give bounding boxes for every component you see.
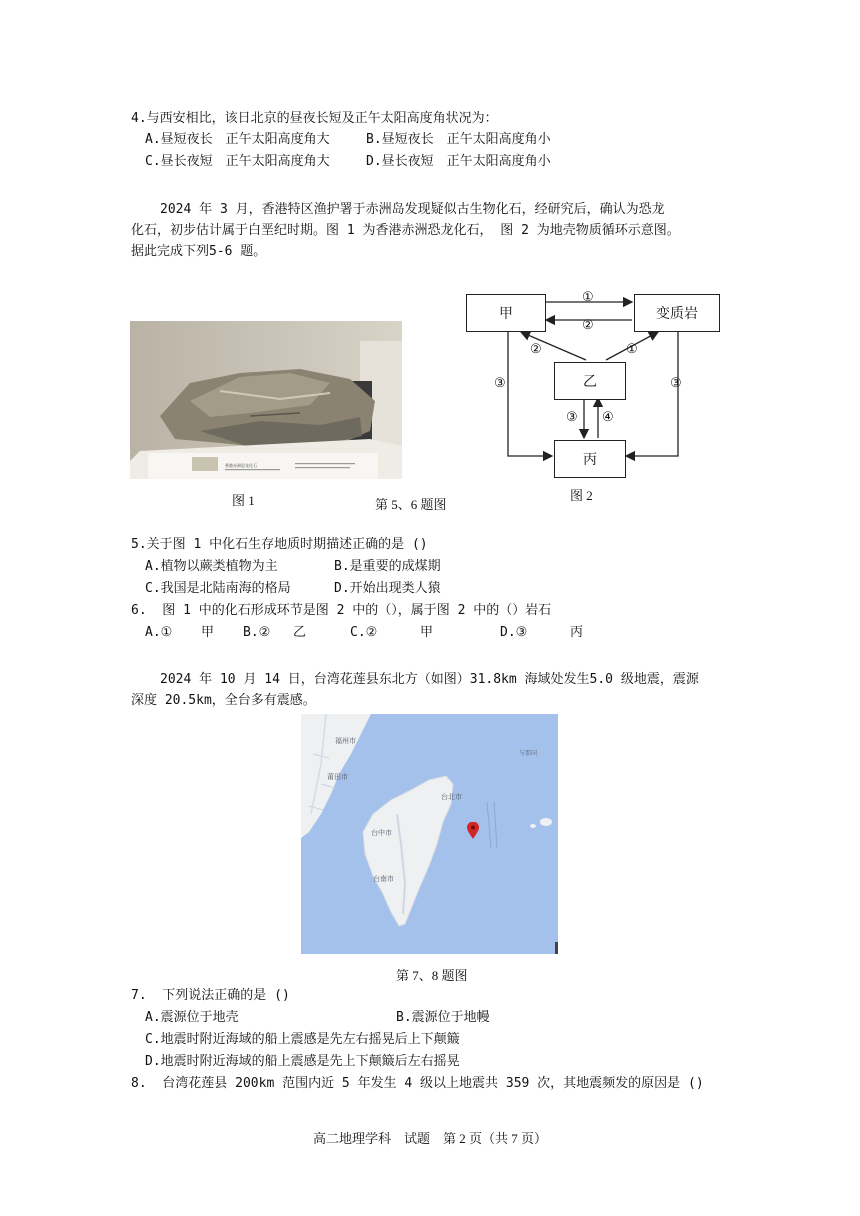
city-label-putian: 莆田市 [327, 773, 348, 781]
passage1-line3: 据此完成下列5-6 题。 [131, 244, 267, 259]
arrow-label-4: ④ [602, 410, 614, 425]
q5-option-c: C.我国是北陆南海的格局 [145, 581, 291, 596]
q4-option-d: D.昼长夜短 正午太阳高度角小 [366, 154, 551, 169]
arrow-label-1-top: ① [582, 290, 594, 305]
rock-cycle-diagram [466, 290, 720, 480]
q6-option-d-rock: 丙 [570, 625, 584, 640]
q7-option-d: D.地震时附近海域的船上震感是先上下颠簸后左右摇晃 [145, 1054, 460, 1069]
passage1-line2: 化石，初步估计属于白垩纪时期。图 1 为香港赤洲恐龙化石， 图 2 为地壳物质循环示意图。 [131, 223, 680, 238]
island-label-yonaguni: 与那国 [519, 750, 538, 757]
arrow-label-2-left: ② [530, 342, 542, 357]
q6-option-a: A.① [145, 625, 173, 640]
page-footer: 高二地理学科 试题 第 2 页（共 7 页） [312, 1131, 547, 1146]
rock-box-jia: 甲 [466, 294, 546, 332]
epicenter-marker-icon [466, 822, 480, 840]
q6-option-c-rock: 甲 [420, 625, 434, 640]
rock-box-bing: 丙 [554, 440, 626, 478]
q6-stem: 6. 图 1 中的化石形成环节是图 2 中的（），属于图 2 中的（）岩石 [131, 603, 552, 618]
arrow-label-2-top: ② [582, 318, 594, 333]
fossil-photo [130, 321, 402, 479]
figure-group-caption: 第 5、6 题图 [375, 497, 447, 512]
q4-option-a: A.昼短夜长 正午太阳高度角大 [145, 132, 330, 147]
map-caption: 第 7、8 题图 [396, 968, 468, 983]
passage1-line1: 2024 年 3 月，香港特区渔护署于赤洲岛发现疑似古生物化石，经研究后，确认为恐龙 [160, 202, 665, 217]
q6-option-b-rock: 乙 [293, 625, 307, 640]
q4-option-b: B.昼短夜长 正午太阳高度角小 [366, 132, 551, 147]
passage2-line1: 2024 年 10 月 14 日，台湾花莲县东北方（如图）31.8km 海域处发生5.0 级地震，震源 [160, 672, 699, 687]
q6-option-d: D.③ [500, 625, 528, 640]
figure2-caption: 图 2 [570, 488, 593, 503]
arrow-label-3-left: ③ [494, 376, 506, 391]
q6-option-a-rock: 甲 [201, 625, 215, 640]
q5-option-d: D.开始出现类人猿 [334, 581, 441, 596]
fossil-plaque-label: 香港赤洲恐龙化石 [225, 463, 257, 468]
q7-option-b: B.震源位于地幔 [396, 1010, 490, 1025]
q5-stem: 5.关于图 1 中化石生存地质时期描述正确的是 () [131, 537, 428, 552]
taiwan-map [301, 714, 558, 954]
q6-option-b: B.② [243, 625, 271, 640]
arrow-label-1-right: ① [626, 342, 638, 357]
passage2-line2: 深度 20.5km，全台多有震感。 [131, 693, 316, 708]
q8-stem: 8. 台湾花莲县 200km 范围内近 5 年发生 4 级以上地震共 359 次，其地震频发的原因是 () [131, 1076, 704, 1091]
q6-option-c: C.② [350, 625, 378, 640]
city-label-taipei: 台北市 [441, 793, 462, 801]
rock-box-yi: 乙 [554, 362, 626, 400]
q5-option-b: B.是重要的成煤期 [334, 559, 441, 574]
q7-option-a: A.震源位于地壳 [145, 1010, 239, 1025]
q7-option-c: C.地震时附近海域的船上震感是先左右摇晃后上下颠簸 [145, 1032, 460, 1047]
city-label-fuzhou: 福州市 [335, 737, 356, 745]
q5-option-a: A.植物以蕨类植物为主 [145, 559, 278, 574]
arrow-label-3-right: ③ [670, 376, 682, 391]
city-label-taichung: 台中市 [371, 829, 392, 837]
q4-stem: 4.与西安相比，该日北京的昼夜长短及正午太阳高度角状况为： [131, 111, 498, 126]
q4-option-c: C.昼长夜短 正午太阳高度角大 [145, 154, 330, 169]
q7-stem: 7. 下列说法正确的是 () [131, 988, 290, 1003]
arrow-label-3-center: ③ [566, 410, 578, 425]
rock-box-metamorphic: 变质岩 [634, 294, 720, 332]
figure1-caption: 图 1 [232, 493, 255, 508]
city-label-tainan: 台南市 [373, 875, 394, 883]
